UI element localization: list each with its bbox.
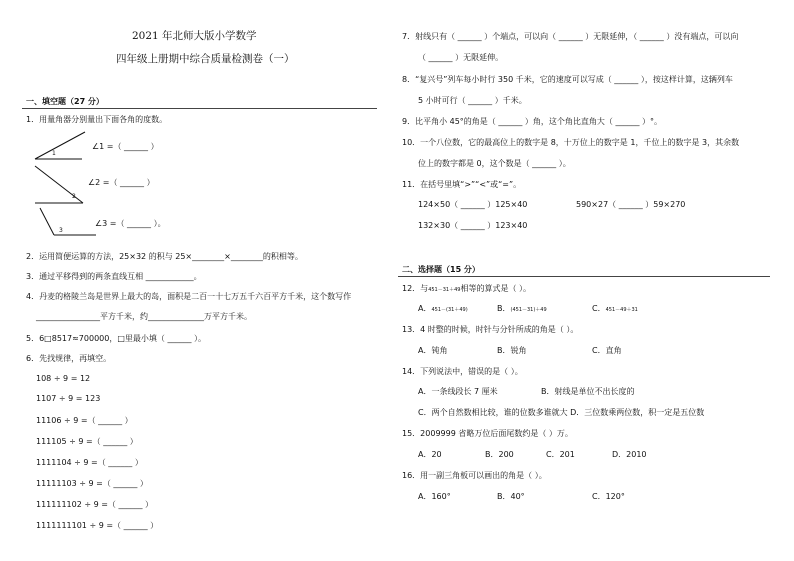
angle-1-number: 1 (52, 150, 56, 157)
question-15: 15．2009999 省略万位后面尾数约是（ ）万。 (402, 429, 573, 438)
q13-option-a: A．钝角 (418, 346, 448, 355)
title-line-2: 四年级上册期中综合质量检测卷（一） (116, 53, 295, 65)
question-7-line-1: 7．射线只有（ ______ ）个端点，可以向（ ______ ）无限延伸，（ ______ ）没有端点，可以向 (402, 32, 739, 41)
question-9: 9．比平角小 45°的角是（ ______ ）角，这个角比直角大（ ______ ）°。 (402, 117, 662, 126)
q6-row: 11111103 ÷ 9 =（ ______ ） (36, 479, 148, 488)
angle-3-number: 3 (59, 227, 63, 234)
question-3: 3．通过平移得到的两条直线互相 ____________。 (26, 272, 202, 281)
question-13: 13．4 时整的时候，时针与分针所成的角是（ ）。 (402, 325, 579, 334)
question-16: 16．用一副三角板可以画出的角是（ ）。 (402, 471, 547, 480)
q6-row: 108 ÷ 9 = 12 (36, 374, 91, 383)
question-5: 5．6□8517≈700000，□里最小填（ ______ ）。 (26, 334, 206, 343)
question-7-line-2: （ ______ ）无限延伸。 (418, 53, 504, 62)
q12-option-c: C．451－49＋31 (592, 304, 638, 313)
question-6: 6．先找规律，再填空。 (26, 354, 112, 363)
angle-2-number: 2 (72, 193, 76, 200)
section-1-rule (22, 108, 377, 109)
q6-row: 111105 ÷ 9 =（ ______ ） (36, 437, 138, 446)
q6-row: 11106 ÷ 9 =（ ______ ） (36, 416, 133, 425)
question-8-line-1: 8．“复兴号”列车每小时行 350 千米，它的速度可以写成（ ______ ），按这样计算，这辆列车 (402, 75, 733, 84)
q14-option-b: B．射线是单位不出长度的 (541, 387, 635, 396)
angle-1-ray-b (35, 132, 85, 159)
q6-row: 1111104 ÷ 9 =（ ______ ） (36, 458, 143, 467)
q15-option-b: B．200 (485, 450, 514, 459)
question-10-line-2: 位上的数字都是 0，这个数是（ ______ ）。 (418, 159, 571, 168)
q16-option-c: C．120° (592, 492, 625, 501)
angle-3-ray-a (40, 208, 54, 235)
q12-prefix: 12．与 (402, 284, 429, 293)
question-12 (402, 283, 531, 294)
q14-options-c-d: C．两个自然数相比较，谁的位数多谁就大 D．三位数乘两位数，积一定是五位数 (418, 408, 705, 417)
angle-2-answer: ∠2 =（ ______ ） (88, 178, 155, 187)
q16-option-a: A．160° (418, 492, 451, 501)
section-2-heading: 二、选择题（15 分） (402, 265, 480, 274)
q15-option-a: A．20 (418, 450, 442, 459)
angle-1-answer: ∠1 =（ ______ ） (92, 142, 159, 151)
question-1: 1．用量角器分别量出下面各角的度数。 (26, 115, 168, 124)
question-14: 14．下列说法中，错误的是（ ）。 (402, 367, 523, 376)
section-1-heading: 一、填空题（27 分） (26, 97, 104, 106)
q14-option-a: A．一条线段长 7 厘米 (418, 387, 498, 396)
question-8-line-2: 5 小时可行（ ______ ）千米。 (418, 96, 527, 105)
q15-option-d: D．2010 (612, 450, 647, 459)
title-line-1: 2021 年北师大版小学数学 (132, 30, 257, 42)
q11-item: 132×30（ ______ ）123×40 (418, 221, 528, 230)
q15-option-c: C．201 (546, 450, 575, 459)
question-11: 11．在括号里填“>”“<”或“=”。 (402, 180, 522, 189)
q6-row: 111111102 ÷ 9 =（ ______ ） (36, 500, 154, 509)
question-4-line-1: 4．丹麦的格陵兰岛是世界上最大的岛，面积是二百一十七万五千六百平方千米，这个数写作 (26, 292, 352, 301)
question-10-line-1: 10．一个八位数，它的最高位上的数字是 8，十万位上的数字是 1，千位上的数字是 3，其余数 (402, 138, 740, 147)
q13-option-b: B．锐角 (497, 346, 527, 355)
q11-item: 124×50（ ______ ）125×40 (418, 200, 528, 209)
angle-3-answer: ∠3 =（ ______ ）。 (95, 219, 166, 228)
section-2-rule (398, 276, 770, 277)
q6-row: 1111111101 ÷ 9 =（ ______ ） (36, 521, 159, 530)
q12-suffix: 相等的算式是（ ）。 (460, 284, 532, 293)
q12-option-b: B．(451－31)＋49 (497, 304, 547, 313)
q12-option-a: A．451－(31＋49) (418, 304, 468, 313)
q11-item: 590×27（ ______ ）59×270 (576, 200, 686, 209)
q6-row: 1107 ÷ 9 = 123 (36, 394, 101, 403)
q12-expression: 451－31＋49 (428, 287, 461, 293)
question-2: 2．运用简便运算的方法，25×32 的积与 25×________×________的积相等。 (26, 252, 303, 261)
q13-option-c: C．直角 (592, 346, 622, 355)
question-4-line-2: ________________平方千米，约______________万平方千米。 (36, 312, 252, 321)
q16-option-b: B．40° (497, 492, 525, 501)
